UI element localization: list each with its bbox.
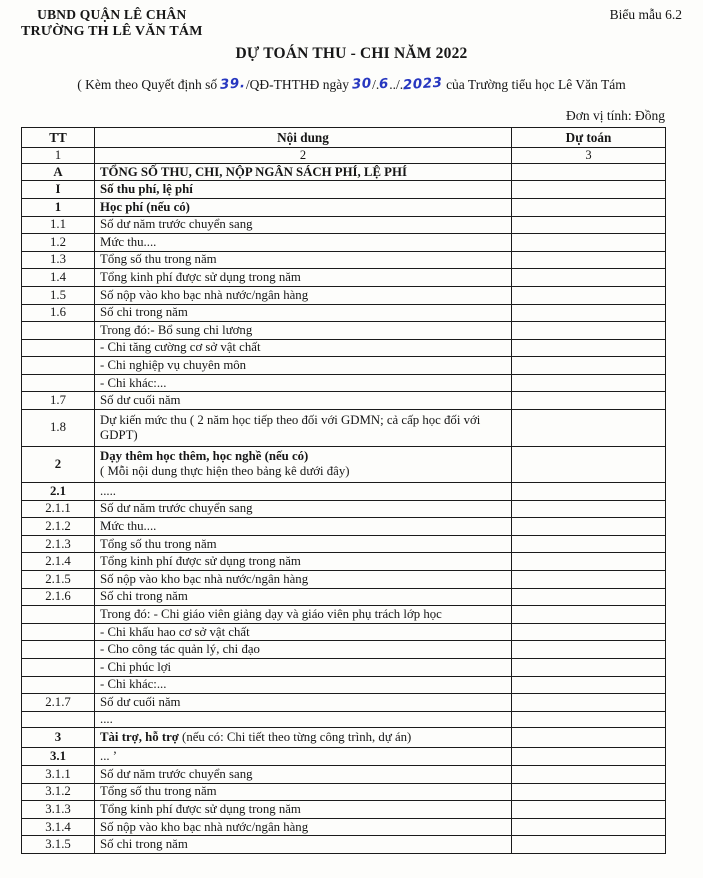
handwritten-year: 2023: [402, 74, 444, 94]
row-index-cell: 1.1: [22, 216, 95, 234]
row-index-cell: 2.1: [22, 483, 95, 501]
row-content-cell: Mức thu....: [95, 234, 512, 252]
row-value-cell: [512, 801, 666, 819]
row-index-cell: [22, 676, 95, 694]
table-row: [22, 357, 666, 375]
table-row: [22, 801, 666, 819]
table-row: [22, 748, 666, 766]
row-value-cell: [512, 339, 666, 357]
table-row: [22, 818, 666, 836]
row-index-cell: 2.1.4: [22, 553, 95, 571]
table-row: [22, 374, 666, 392]
decision-sep1: /.: [372, 77, 380, 92]
row-content-cell: Số dư năm trước chuyển sang: [95, 216, 512, 234]
row-content-cell: Tổng kinh phí được sử dụng trong năm: [95, 801, 512, 819]
table-row: [22, 571, 666, 589]
table-row: [22, 322, 666, 340]
row-content-cell: ... ’: [95, 748, 512, 766]
row-content-cell: Trong đó: - Chi giáo viên giảng dạy và giáo viên phụ trách lớp học: [95, 606, 512, 624]
row-value-cell: [512, 694, 666, 712]
row-content-cell: - Chi khác:...: [95, 676, 512, 694]
row-content-cell: Số dư cuối năm: [95, 694, 512, 712]
row-index-cell: [22, 322, 95, 340]
row-content-cell: Số dư năm trước chuyển sang: [95, 765, 512, 783]
table-row: [22, 216, 666, 234]
table-row: [22, 269, 666, 287]
org-line1: UBND QUẬN LÊ CHÂN: [37, 7, 187, 22]
org-line2: TRƯỜNG TH LÊ VĂN TÁM: [21, 24, 203, 39]
row-content-cell: - Chi tăng cường cơ sở vật chất: [95, 339, 512, 357]
row-value-cell: [512, 818, 666, 836]
table-row: [22, 392, 666, 410]
row-index-cell: [22, 357, 95, 375]
row-value-cell: [512, 216, 666, 234]
row-value-cell: [512, 374, 666, 392]
table-header-content: Nội dung: [95, 128, 512, 148]
row-index-cell: 1.7: [22, 392, 95, 410]
table-header-estimate: Dự toán: [512, 128, 666, 148]
table-header-tt: TT: [22, 128, 95, 148]
org-block: [21, 6, 203, 40]
row-content-cell: Tổng số thu trong năm: [95, 783, 512, 801]
row-index-cell: 2: [22, 446, 95, 483]
row-content-cell: Số thu phí, lệ phí: [95, 181, 512, 199]
table-row: [22, 535, 666, 553]
row-content-cell: .....: [95, 483, 512, 501]
row-content-cell: ....: [95, 711, 512, 727]
row-content-cell: Mức thu....: [95, 518, 512, 536]
row-value-cell: [512, 659, 666, 677]
row-index-cell: 2.1.2: [22, 518, 95, 536]
row-value-cell: [512, 198, 666, 216]
row-value-cell: [512, 500, 666, 518]
row-value-cell: [512, 641, 666, 659]
table-row: [22, 251, 666, 269]
row-value-cell: [512, 748, 666, 766]
row-value-cell: [512, 392, 666, 410]
row-value-cell: [512, 357, 666, 375]
table-row: [22, 446, 666, 483]
row-index-cell: [22, 641, 95, 659]
table-row: [22, 553, 666, 571]
row-value-cell: [512, 836, 666, 854]
row-value-cell: [512, 711, 666, 727]
row-index-cell: 1.4: [22, 269, 95, 287]
row-index-cell: [22, 606, 95, 624]
row-index-cell: 3.1.3: [22, 801, 95, 819]
row-value-cell: [512, 571, 666, 589]
table-row: [22, 711, 666, 727]
row-content-cell: Số chi trong năm: [95, 304, 512, 322]
row-content-cell: - Chi phúc lợi: [95, 659, 512, 677]
unit-label: Đơn vị tính: Đồng: [565, 108, 665, 123]
row-value-cell: [512, 623, 666, 641]
budget-table: [21, 127, 666, 854]
row-content-cell: Tổng số thu trong năm: [95, 251, 512, 269]
row-content-cell: Số nộp vào kho bạc nhà nước/ngân hàng: [95, 818, 512, 836]
column-index-3: 3: [512, 148, 666, 164]
row-value-cell: [512, 181, 666, 199]
row-content-cell: Số nộp vào kho bạc nhà nước/ngân hàng: [95, 286, 512, 304]
row-content-cell: Tổng số thu trong năm: [95, 535, 512, 553]
row-index-cell: 1.6: [22, 304, 95, 322]
row-content-cell: Dự kiến mức thu ( 2 năm học tiếp theo đối với GDMN; cả cấp học đối với GDPT): [95, 410, 512, 447]
decision-prefix: ( Kèm theo Quyết định số: [77, 77, 221, 92]
row-index-cell: 1.2: [22, 234, 95, 252]
row-index-cell: 1.8: [22, 410, 95, 447]
table-row: [22, 727, 666, 748]
row-value-cell: [512, 322, 666, 340]
row-content-cell: Tổng kinh phí được sử dụng trong năm: [95, 553, 512, 571]
row-index-cell: [22, 711, 95, 727]
row-value-cell: [512, 410, 666, 447]
row-content-cell: Trong đó:- Bổ sung chi lương: [95, 322, 512, 340]
table-row: [22, 641, 666, 659]
row-content-cell: Tài trợ, hỗ trợ (nếu có: Chi tiết theo từng công trình, dự án): [95, 727, 512, 748]
row-index-cell: A: [22, 163, 95, 181]
row-content-cell: Số chi trong năm: [95, 836, 512, 854]
table-row: [22, 588, 666, 606]
table-row: [22, 765, 666, 783]
row-content-cell: Số nộp vào kho bạc nhà nước/ngân hàng: [95, 571, 512, 589]
row-value-cell: [512, 286, 666, 304]
row-content-cell: - Chi nghiệp vụ chuyên môn: [95, 357, 512, 375]
row-content-cell: - Chi khác:...: [95, 374, 512, 392]
decision-suffix: của Trường tiểu học Lê Văn Tám: [442, 77, 626, 92]
table-body: [22, 163, 666, 853]
table-row: [22, 783, 666, 801]
row-value-cell: [512, 304, 666, 322]
row-content-cell: Số dư năm trước chuyển sang: [95, 500, 512, 518]
row-content-cell: Dạy thêm học thêm, học nghề (nếu có) ( Mỗi nội dung thực hiện theo bảng kê dưới đây): [95, 446, 512, 483]
row-index-cell: 3.1: [22, 748, 95, 766]
row-content-cell: TỔNG SỐ THU, CHI, NỘP NGÂN SÁCH PHÍ, LỆ PHÍ: [95, 163, 512, 181]
row-index-cell: 3.1.4: [22, 818, 95, 836]
row-content-cell: Số dư cuối năm: [95, 392, 512, 410]
row-content-cell: Số chi trong năm: [95, 588, 512, 606]
table-row: [22, 181, 666, 199]
table-row: [22, 676, 666, 694]
form-number-label: Biểu mẫu 6.2: [609, 7, 682, 22]
handwritten-day: 30: [351, 75, 373, 93]
row-value-cell: [512, 553, 666, 571]
row-value-cell: [512, 606, 666, 624]
row-value-cell: [512, 518, 666, 536]
row-value-cell: [512, 783, 666, 801]
row-index-cell: 2.1.6: [22, 588, 95, 606]
row-index-cell: 3.1.1: [22, 765, 95, 783]
table-row: [22, 286, 666, 304]
row-value-cell: [512, 163, 666, 181]
row-index-cell: [22, 623, 95, 641]
handwritten-decision-number: 39.: [219, 75, 247, 93]
table-row: [22, 659, 666, 677]
row-value-cell: [512, 269, 666, 287]
row-index-cell: 1.5: [22, 286, 95, 304]
row-value-cell: [512, 446, 666, 483]
row-index-cell: 2.1.7: [22, 694, 95, 712]
row-value-cell: [512, 535, 666, 553]
table-row: [22, 623, 666, 641]
handwritten-month: 6: [378, 75, 390, 93]
table-row: [22, 234, 666, 252]
row-value-cell: [512, 765, 666, 783]
row-content-cell: - Chi khấu hao cơ sở vật chất: [95, 623, 512, 641]
row-value-cell: [512, 483, 666, 501]
table-row: [22, 304, 666, 322]
table-row: [22, 500, 666, 518]
column-index-1: 1: [22, 148, 95, 164]
row-index-cell: 3.1.5: [22, 836, 95, 854]
table-row: [22, 163, 666, 181]
table-row: [22, 606, 666, 624]
row-index-cell: 2.1.1: [22, 500, 95, 518]
column-index-row: [22, 148, 666, 164]
row-index-cell: 2.1.5: [22, 571, 95, 589]
table-row: [22, 410, 666, 447]
document-header: [0, 0, 703, 40]
table-row: [22, 694, 666, 712]
decision-line: [0, 74, 703, 94]
row-index-cell: [22, 659, 95, 677]
table-row: [22, 518, 666, 536]
row-value-cell: [512, 234, 666, 252]
row-value-cell: [512, 588, 666, 606]
row-index-cell: [22, 374, 95, 392]
table-row: [22, 339, 666, 357]
row-index-cell: 2.1.3: [22, 535, 95, 553]
row-index-cell: 1: [22, 198, 95, 216]
row-index-cell: 3.1.2: [22, 783, 95, 801]
decision-mid: /QĐ-THTHĐ ngày: [245, 77, 353, 92]
row-index-cell: I: [22, 181, 95, 199]
row-content-cell: Tổng kinh phí được sử dụng trong năm: [95, 269, 512, 287]
row-index-cell: 3: [22, 727, 95, 748]
row-content-cell: Học phí (nếu có): [95, 198, 512, 216]
row-index-cell: 1.3: [22, 251, 95, 269]
row-value-cell: [512, 676, 666, 694]
document-title: DỰ TOÁN THU - CHI NĂM 2022: [235, 45, 468, 62]
table-row: [22, 198, 666, 216]
row-value-cell: [512, 251, 666, 269]
table-row: [22, 483, 666, 501]
column-index-2: 2: [95, 148, 512, 164]
decision-sep2: ../.: [389, 77, 404, 92]
row-content-cell: - Cho công tác quản lý, chi đạo: [95, 641, 512, 659]
row-index-cell: [22, 339, 95, 357]
table-header-row: [22, 128, 666, 148]
row-value-cell: [512, 727, 666, 748]
table-row: [22, 836, 666, 854]
